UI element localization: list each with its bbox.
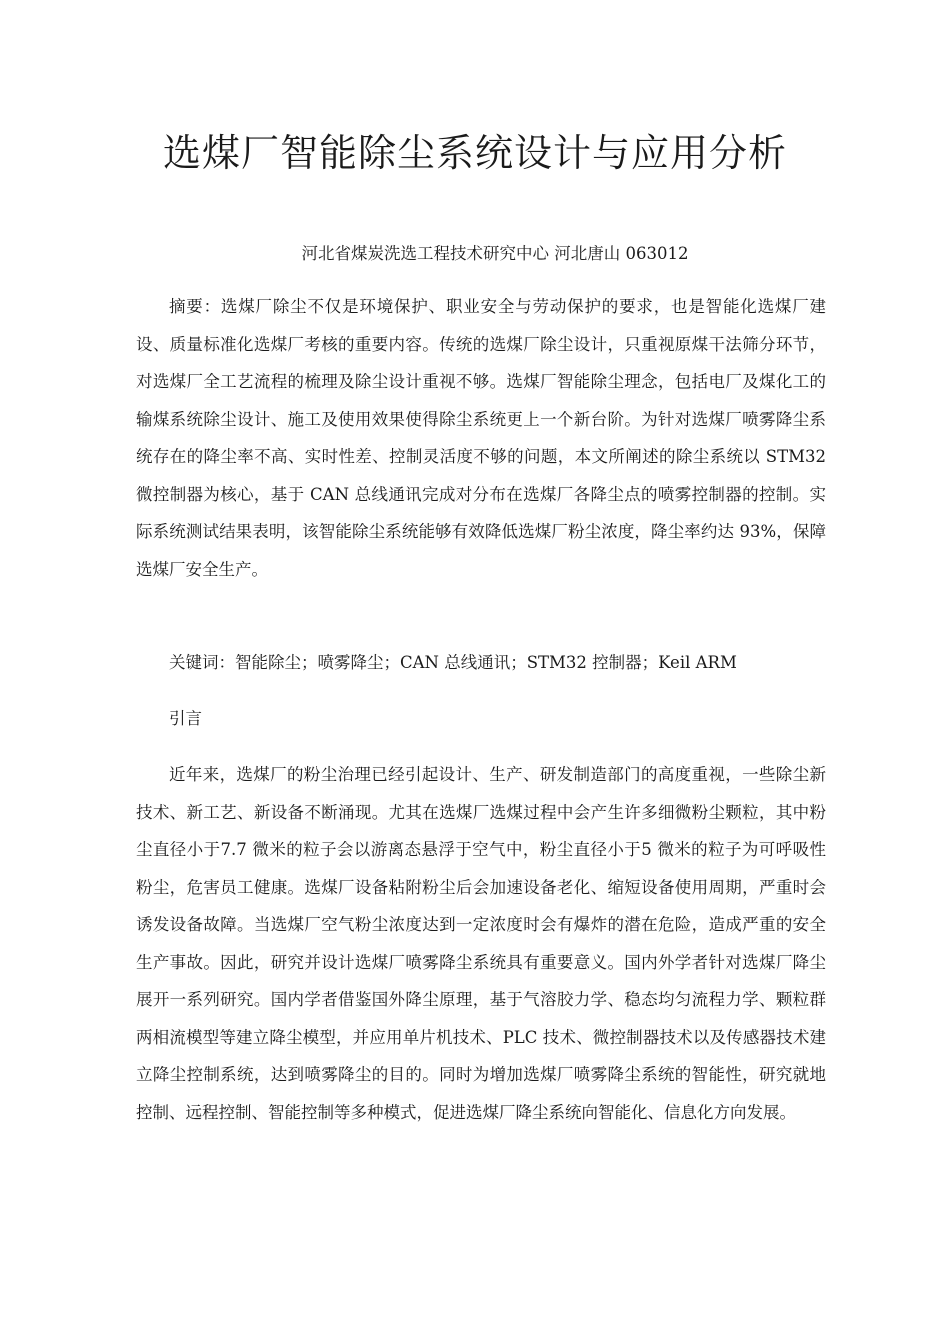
paper-title: 选煤厂智能除尘系统设计与应用分析: [162, 131, 787, 175]
keywords-line: 关键词：智能除尘；喷雾降尘；CAN 总线通讯；STM32 控制器；Keil ARM: [169, 653, 737, 672]
abstract-paragraph: 摘要：选煤厂除尘不仅是环境保护、职业安全与劳动保护的要求，也是智能化选煤厂建设、质量标准化选煤厂考核的重要内容。传统的选煤厂除尘设计，只重视原煤干法筛分环节，对选煤厂全工艺流程的梳理及除尘设计重视不够。选煤厂智能除尘理念，包括电厂及煤化工的输煤系统除尘设计、施工及使用效果使得除尘系统更上一个新台阶。为针对选煤厂喷雾降尘系统存在的降尘率不高、实时性差、控制灵活度不够的问题，本文所阐述的除尘系统以 STM32 微控制器为核心，基于 CAN 总线通讯完成对分布在选煤厂各降尘点的喷雾控制器的控制。实际系统测试结果表明，该智能除尘系统能够有效降低选煤厂粉尘浓度，降尘率约达 93%，保障选煤厂安全生产。: [136, 297, 826, 579]
author-affiliation: 河北省煤炭洗选工程技术研究中心 河北唐山 063012: [301, 244, 689, 263]
section-heading-introduction: 引言: [169, 709, 202, 728]
introduction-paragraph: 近年来，选煤厂的粉尘治理已经引起设计、生产、研发制造部门的高度重视，一些除尘新技术、新工艺、新设备不断涌现。尤其在选煤厂选煤过程中会产生许多细微粉尘颗粒，其中粉尘直径小于7.7 微米的粒子会以游离态悬浮于空气中，粉尘直径小于5 微米的粒子为可呼吸性粉尘，危害员工健康。选煤厂设备粘附粉尘后会加速设备老化、缩短设备使用周期，严重时会诱发设备故障。当选煤厂空气粉尘浓度达到一定浓度时会有爆炸的潜在危险，造成严重的安全生产事故。因此，研究并设计选煤厂喷雾降尘系统具有重要意义。国内外学者针对选煤厂降尘展开一系列研究。国内学者借鉴国外降尘原理，基于气溶胶力学、稳态均匀流程力学、颗粒群两相流模型等建立降尘模型，并应用单片机技术、PLC 技术、微控制器技术以及传感器技术建立降尘控制系统，达到喷雾降尘的目的。同时为增加选煤厂喷雾降尘系统的智能性，研究就地控制、远程控制、智能控制等多种模式，促进选煤厂降尘系统向智能化、信息化方向发展。: [136, 765, 826, 1122]
